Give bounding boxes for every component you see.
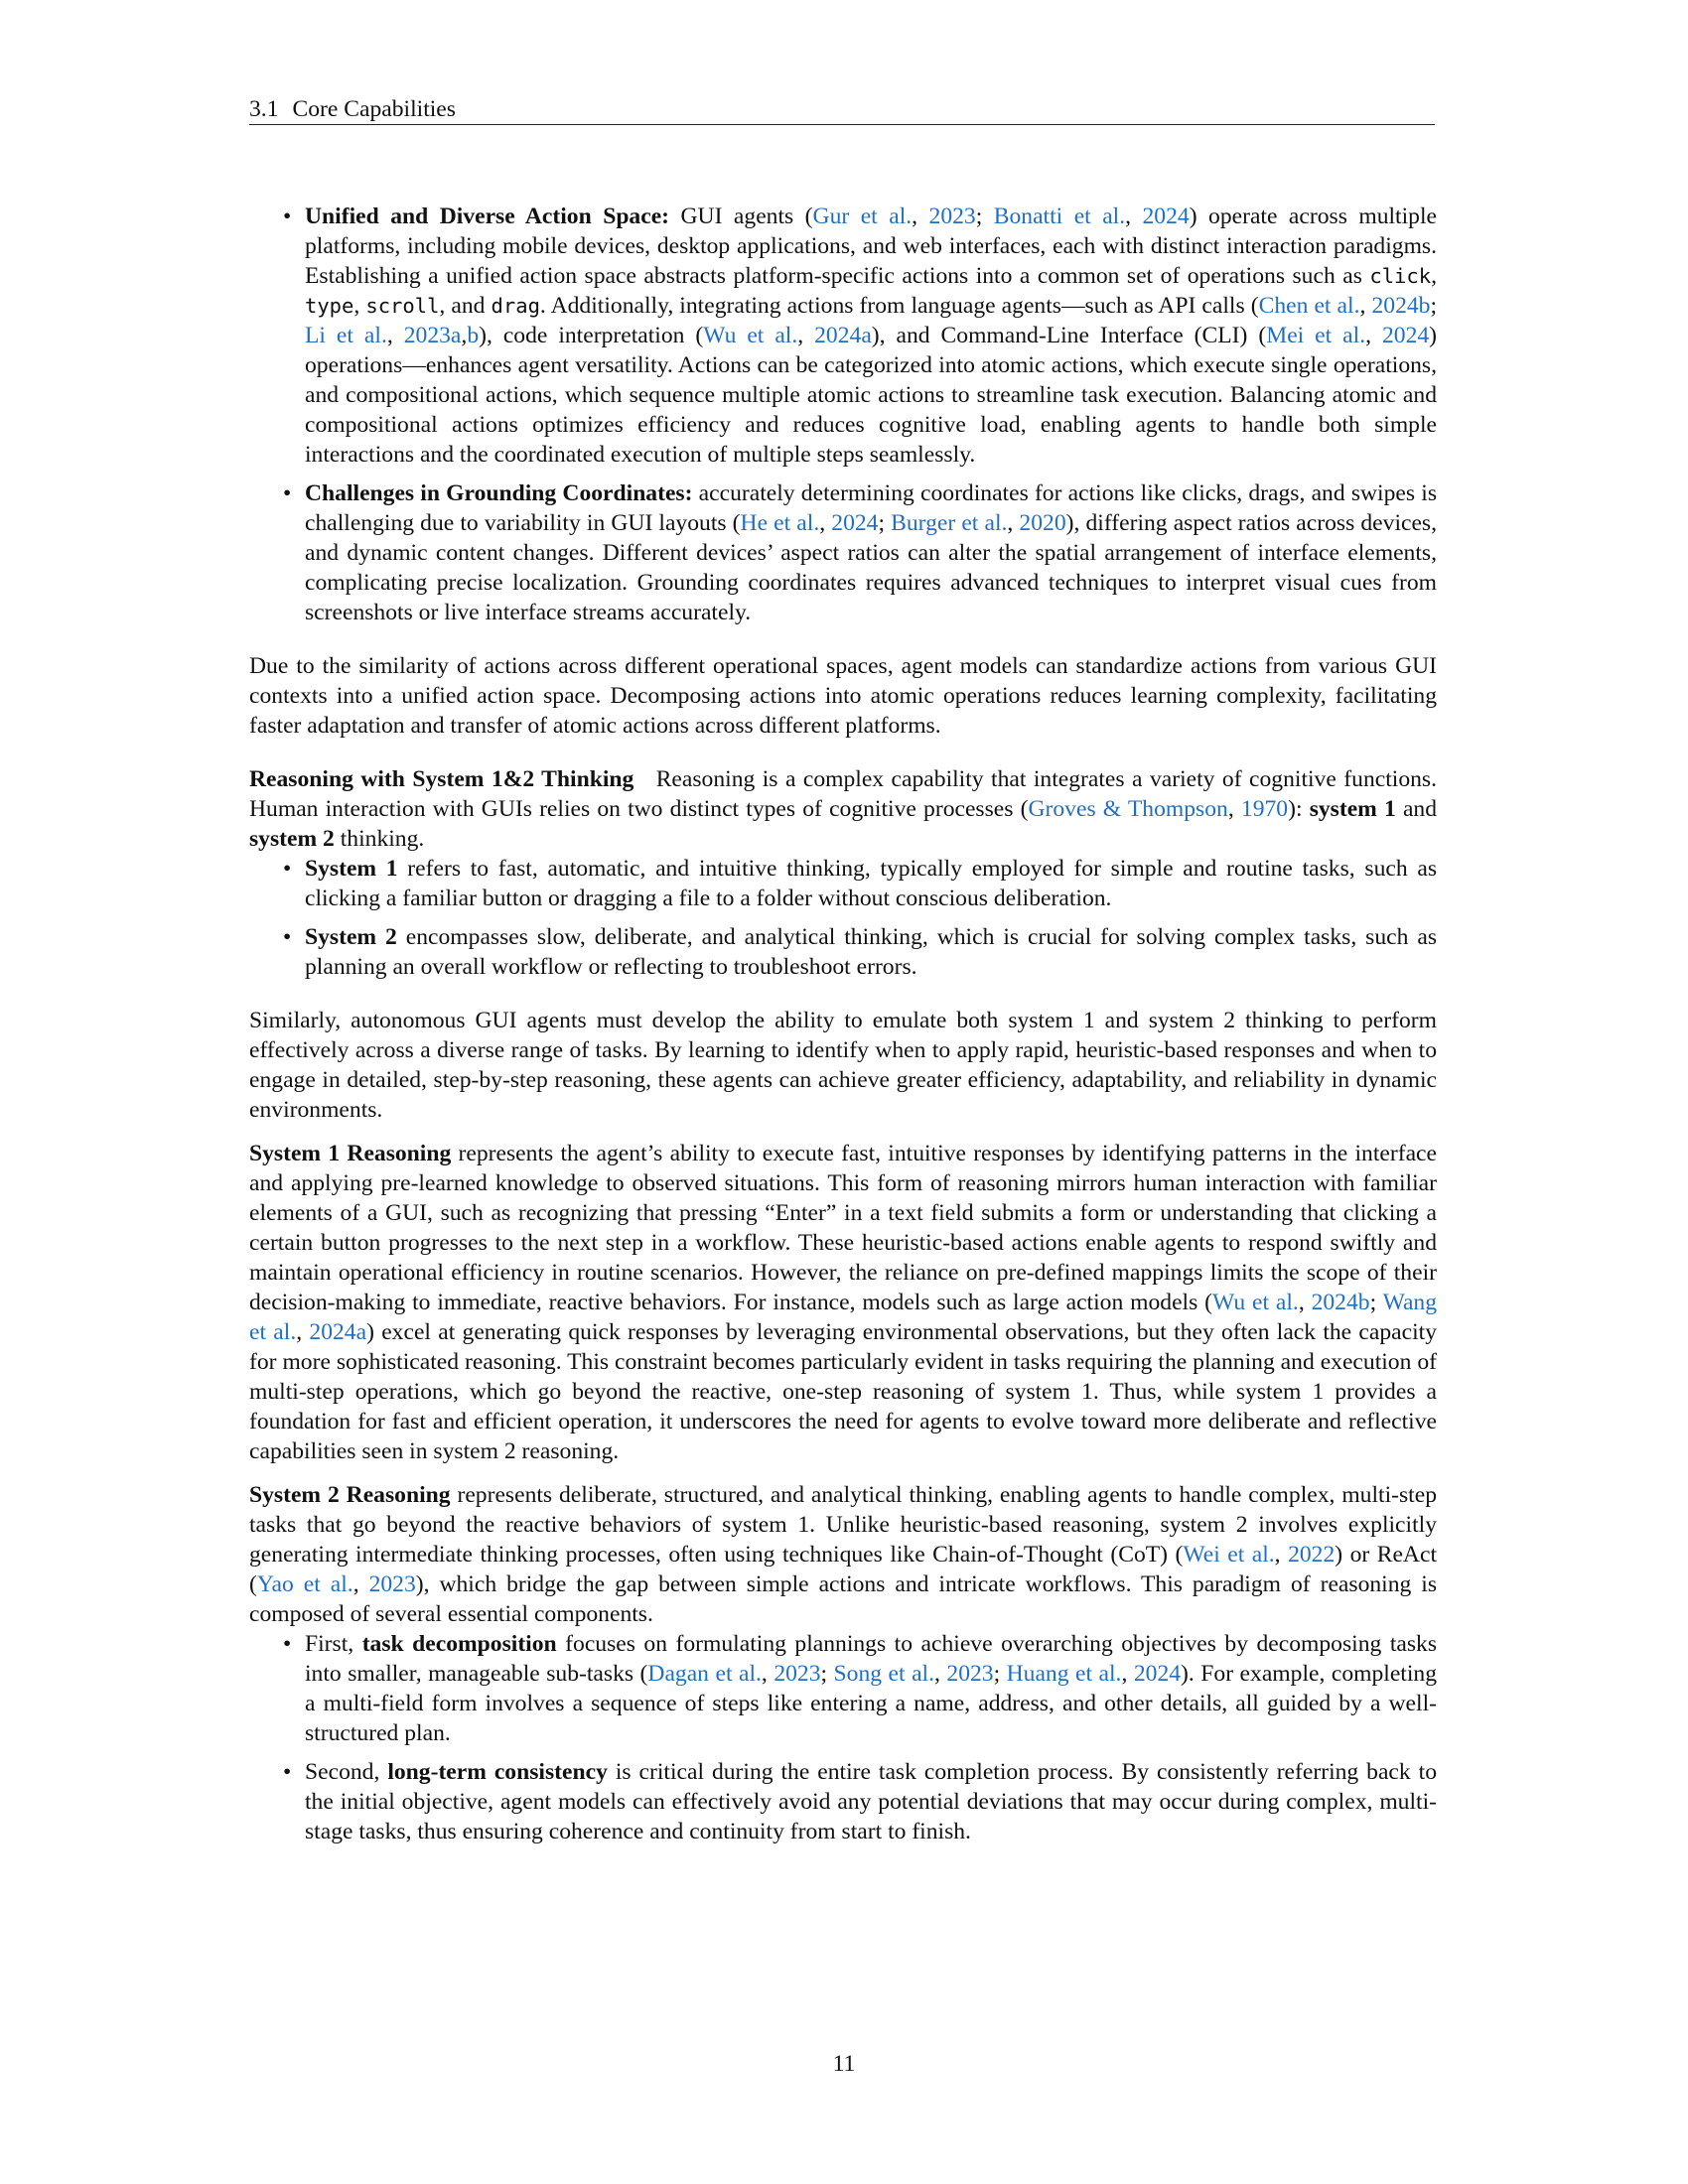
section-number: 3.1 xyxy=(249,96,279,122)
citation-link[interactable]: 2023a xyxy=(403,323,462,348)
section-title: Core Capabilities xyxy=(292,96,456,122)
code-click: click xyxy=(1369,264,1432,288)
paragraph-system1: System 1 Reasoning represents the agent’s ability to execute fast, intuitive responses by identifying patterns in the interface and applying pre-learned knowledge to observed situations. This form of reasoning mirrors human interaction with familiar elements of a GUI, such as recognizing that pressing “Enter” in a text field submits a form or understanding that clicking a certain button progresses to the next step in a workflow. These heuristic-based actions enable agents to respond swiftly and maintain operational efficiency in routine scenarios. However, the reliance on pre-defined mappings limits the scope of their decision-making to immediate, reactive behaviors. For instance, models such as large action models (Wu et al., 2024b; Wang et al., 2024a) excel at generating quick responses by leveraging environmental observations, but they often lack the capacity for more sophisticated reasoning. This constraint becomes particularly evident in tasks requiring the planning and execution of multi-step operations, which go beyond the reactive, one-step reasoning of system 1. Thus, while system 1 provides a foundation for fast and efficient operation, it underscores the need for agents to evolve toward more deliberate and reflective capabilities seen in system 2 reasoning. xyxy=(249,1141,1438,1464)
paragraph-system2: System 2 Reasoning represents deliberate, structured, and analytical thinking, enabling agents to handle complex, multi-step tasks that go beyond the reactive behaviors of system 1. Unlike heuristic-based reasoning, system 2 involves explicitly generating intermediate thinking processes, often using techniques like Chain-of-Thought (CoT) (Wei et al., 2022) or ReAct (Yao et al., 2023), which bridge the gap between simple actions and intricate workflows. This paradigm of reasoning is composed of several essential components. xyxy=(249,1482,1438,1627)
citation-link[interactable]: Burger et al. xyxy=(891,510,1008,536)
citation-link[interactable]: 2024 xyxy=(1133,1661,1182,1687)
citation-link[interactable]: Dagan et al. xyxy=(647,1661,762,1687)
code-scroll: scroll xyxy=(365,294,440,318)
list-item: • First, task decomposition focuses on formulating plannings to achieve overarching objectives by decomposing tasks into smaller, manageable sub-tasks (Dagan et al., 2023; Song et al., 2023; Huang et al., 2024). For example, completing a multi-field form involves a sequence of steps like entering a name, address, and other details, all guided by a well-structured plan. xyxy=(283,1631,1438,1746)
system-bullets xyxy=(249,854,1437,982)
citation-link[interactable]: Groves & Thompson xyxy=(1028,796,1228,822)
citation-link[interactable]: Wu et al. xyxy=(703,323,798,348)
paragraph: Due to the similarity of actions across different operational spaces, agent models can standardize actions from various GUI contexts into a unified action space. Decomposing actions into atomic operations reduces learning complexity, facilitating faster adaptation and transfer of atomic actions across different platforms. xyxy=(249,653,1437,739)
citation-link[interactable]: Wang et al. xyxy=(249,1290,1438,1345)
bullet-icon: • xyxy=(283,924,292,950)
citation-link[interactable]: 2020 xyxy=(1019,510,1066,536)
bullet-icon: • xyxy=(283,1759,292,1785)
citation-link[interactable]: Wei et al. xyxy=(1183,1542,1275,1568)
running-header xyxy=(249,95,1435,125)
citation-link[interactable]: 2024b xyxy=(1311,1290,1370,1315)
list-item: • System 2 encompasses slow, deliberate, and analytical thinking, which is crucial for solving complex tasks, such as planning an overall workflow or reflecting to troubleshoot errors. xyxy=(283,924,1438,980)
bullet-lead: System 1 xyxy=(305,856,398,882)
citation-link[interactable]: 2023 xyxy=(368,1571,416,1597)
citation-link[interactable]: Huang et al. xyxy=(1006,1661,1122,1687)
citation-link[interactable]: Yao et al. xyxy=(256,1571,353,1597)
citation-link[interactable]: 2022 xyxy=(1288,1542,1336,1568)
paragraph-heading: Reasoning with System 1&2 Thinking xyxy=(249,766,634,792)
citation-link[interactable]: 2024 xyxy=(1381,323,1430,348)
citation-link[interactable]: Bonatti et al. xyxy=(993,204,1126,229)
components-bullets xyxy=(249,1629,1437,1846)
citation-link[interactable]: Chen et al. xyxy=(1258,293,1360,319)
bullet-lead: System 2 xyxy=(305,924,397,950)
bullet-icon: • xyxy=(283,480,292,506)
bullet-icon: • xyxy=(283,204,292,229)
paragraph-lead: System 2 Reasoning xyxy=(249,1482,451,1508)
citation-link[interactable]: 2024 xyxy=(831,510,879,536)
list-item: • System 1 refers to fast, automatic, and intuitive thinking, typically employed for simple and routine tasks, such as clicking a familiar button or dragging a file to a folder without conscious deliberation. xyxy=(283,856,1438,911)
list-item: • Challenges in Grounding Coordinates: accurately determining coordinates for actions like clicks, drags, and swipes is challenging due to variability in GUI layouts (He et al., 2024; Burger et al., 2020), differing aspect ratios across devices, and dynamic content changes. Different devices’ aspect ratios can alter the spatial arrangement of interface elements, complicating precise localization. Grounding coordinates requires advanced techniques to interpret visual cues from screenshots or live interface streams accurately. xyxy=(283,480,1438,625)
citation-link[interactable]: 2024 xyxy=(1142,204,1190,229)
bullet-lead: Unified and Diverse Action Space: xyxy=(305,204,670,229)
bullet-lead: long-term consistency xyxy=(387,1759,608,1785)
citation-link[interactable]: 2024a xyxy=(814,323,872,348)
bullet-lead: Challenges in Grounding Coordinates: xyxy=(305,480,693,506)
paragraph-lead: System 1 Reasoning xyxy=(249,1141,452,1166)
citation-link[interactable]: 2023 xyxy=(774,1661,821,1687)
code-type: type xyxy=(305,294,354,318)
paragraph: Similarly, autonomous GUI agents must develop the ability to emulate both system 1 and system 2 thinking to perform effectively across a diverse range of tasks. By learning to identify when to apply rapid, heuristic-based responses and when to engage in detailed, step-by-step reasoning, these agents can achieve greater efficiency, adaptability, and reliability in dynamic environments. xyxy=(249,1008,1437,1123)
code-drag: drag xyxy=(491,294,540,318)
bullet-icon: • xyxy=(283,856,292,882)
citation-link[interactable]: 2023 xyxy=(928,204,976,229)
citation-link[interactable]: b xyxy=(467,323,480,348)
bullet-icon: • xyxy=(283,1631,292,1657)
citation-link[interactable]: 2024b xyxy=(1371,293,1431,319)
list-item: • Second, long-term consistency is critical during the entire task completion process. By consistently referring back to the initial objective, agent models can effectively avoid any potential deviations that may occur during complex, multi-stage tasks, thus ensuring coherence and continuity from start to finish. xyxy=(283,1759,1437,1844)
citation-link[interactable]: 2024a xyxy=(309,1319,367,1345)
bullet-lead: task decomposition xyxy=(361,1631,557,1657)
citation-link[interactable]: Gur et al. xyxy=(812,204,913,229)
citation-link[interactable]: Song et al. xyxy=(833,1661,934,1687)
citation-link[interactable]: 2023 xyxy=(946,1661,994,1687)
page-body xyxy=(249,202,1437,1846)
paragraph-reasoning: Reasoning with System 1&2 Thinking Reasoning is a complex capability that integrates a variety of cognitive functions. Human interaction with GUIs relies on two distinct types of cognitive processes (Groves & Thompson, 1970): system 1 and system 2 thinking. xyxy=(249,766,1438,852)
action-space-bullets xyxy=(249,202,1437,627)
citation-link[interactable]: He et al. xyxy=(740,510,820,536)
list-item: • Unified and Diverse Action Space: GUI agents (Gur et al., 2023; Bonatti et al., 2024) operate across multiple platforms, including mobile devices, desktop applications, and web interfaces, each with distinct interaction paradigms. Establishing a unified action space abstracts platform-specific actions into a common set of operations such as click, type, scroll, and drag. Additionally, integrating actions from language agents—such as API calls (Chen et al., 2024b; Li et al., 2023a,b), code interpretation (Wu et al., 2024a), and Command-Line Interface (CLI) (Mei et al., 2024) operations—enhances agent versatility. Actions can be categorized into atomic actions, which execute single operations, and compositional actions, which sequence multiple atomic actions to streamline task execution. Balancing atomic and compositional actions optimizes efficiency and reduces cognitive load, enabling agents to handle both simple interactions and the coordinated execution of multiple steps seamlessly. xyxy=(283,204,1438,468)
citation-link[interactable]: Li et al. xyxy=(305,323,387,348)
citation-link[interactable]: 1970 xyxy=(1240,796,1289,822)
citation-link[interactable]: Wu et al. xyxy=(1212,1290,1299,1315)
citation-link[interactable]: Mei et al. xyxy=(1266,323,1366,348)
page-number: 11 xyxy=(832,2051,856,2077)
